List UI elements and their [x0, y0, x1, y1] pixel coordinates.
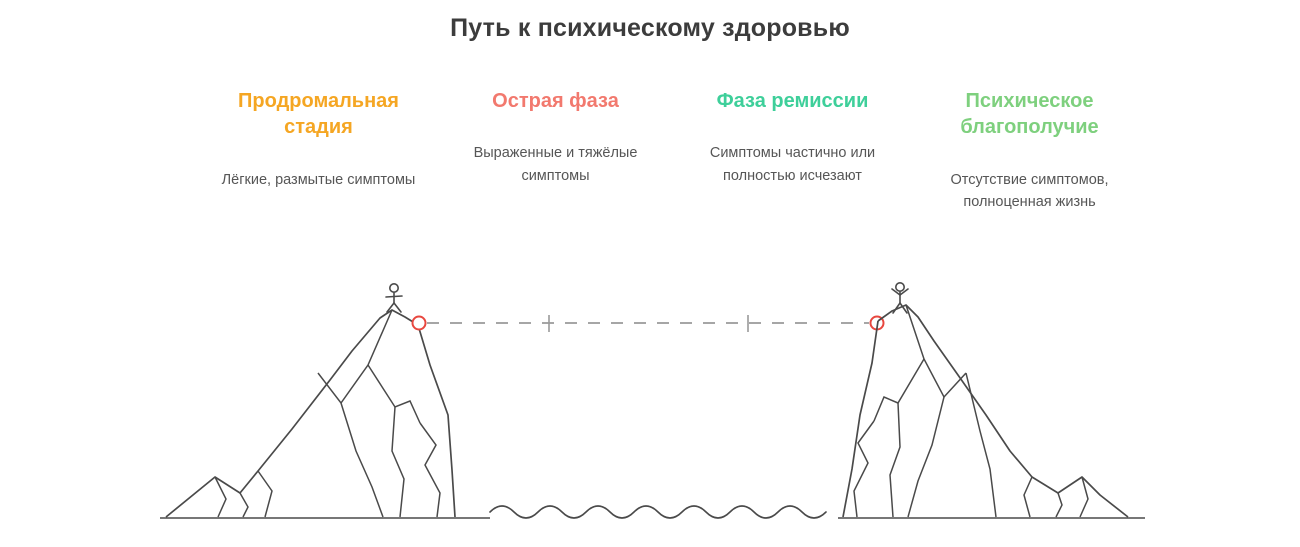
stage-title-acute: Острая фаза — [492, 90, 619, 112]
left-anchor-point — [413, 317, 426, 330]
climber-on-left-peak — [386, 284, 402, 312]
stage-description-acute: Выраженные и тяжёлые симптомы — [473, 145, 638, 184]
stage-column-remission — [674, 88, 911, 187]
stage-title-wellbeing: Психическое благополучие — [960, 90, 1099, 139]
stage-description-prodromal: Лёгкие, размытые симптомы — [221, 171, 416, 188]
stage-description-wellbeing: Отсутствие симптомов, полноценная жизнь — [950, 171, 1109, 211]
connecting-dashed-line — [427, 315, 869, 332]
left-mountain — [166, 310, 455, 517]
stage-title-prodromal: Продромальная стадия — [238, 90, 399, 139]
mountain-scene — [0, 255, 1300, 547]
stage-columns — [200, 88, 1150, 214]
stage-column-prodromal — [200, 88, 437, 191]
stage-column-acute — [437, 88, 674, 187]
stage-column-wellbeing — [911, 88, 1148, 214]
stage-title-remission: Фаза ремиссии — [716, 90, 869, 112]
stage-description-remission: Симптомы частично или полностью исчезают — [709, 145, 876, 184]
page-title: Путь к психическому здоровью — [450, 14, 850, 42]
right-mountain — [843, 305, 1128, 517]
water-line — [490, 506, 826, 518]
